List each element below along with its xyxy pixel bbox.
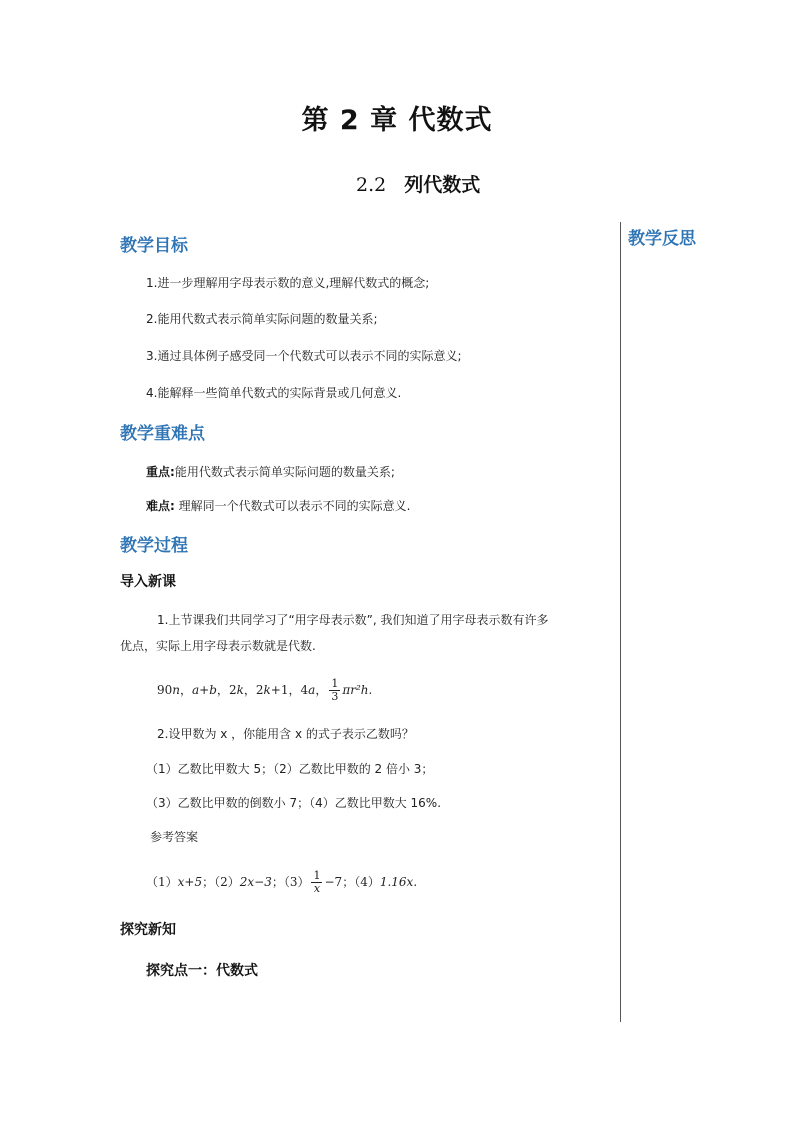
objective-item: 4.能解释一些简单代数式的实际背景或几何意义. <box>146 386 402 400</box>
answer-text: . <box>413 875 418 889</box>
answer-text: 2x−3 <box>239 875 272 889</box>
focus-line <box>146 463 395 480</box>
answer-text: （1） <box>146 875 178 889</box>
expr-text: k <box>263 683 271 697</box>
expr-text: 90 <box>157 683 173 697</box>
answer-text: 1.16x <box>379 875 414 889</box>
expr-text: ， <box>243 683 256 697</box>
difficulty-line <box>146 497 410 514</box>
chapter-title: 第 2 章 代数式 <box>301 105 493 136</box>
intro-paragraph-line2: 优点，实际上用字母表示数就是代数. <box>120 639 316 653</box>
expr-text: a+b <box>192 683 217 697</box>
expr-text: ， <box>288 683 301 697</box>
question-2-parts-2: （3）乙数比甲数的倒数小 7；（4）乙数比甲数大 16%. <box>146 796 442 810</box>
answer-label: 参考答案 <box>150 830 199 844</box>
expression-list <box>157 678 372 703</box>
expr-text: a <box>308 683 316 697</box>
expr-text: ， <box>315 683 328 697</box>
question-2-parts-1: （1）乙数比甲数大 5；（2）乙数比甲数的 2 倍小 3； <box>146 762 434 776</box>
process-heading: 教学过程 <box>120 536 188 556</box>
expr-text: 2 <box>255 683 264 697</box>
objective-item: 3.通过具体例子感受同一个代数式可以表示不同的实际意义; <box>146 349 462 363</box>
answer-text: ；（4） <box>342 875 380 889</box>
answer-line <box>146 870 417 895</box>
intro-paragraph-line1: 1.上节课我们共同学习了“用字母表示数”, 我们知道了用字母表示数有许多 <box>157 613 549 627</box>
objective-item: 1.进一步理解用字母表示数的意义,理解代数式的概念; <box>146 276 430 290</box>
section-name: 列代数式 <box>404 174 481 196</box>
expr-text: πr²h <box>342 683 369 697</box>
fraction-numerator: 1 <box>313 869 321 882</box>
expr-text: k <box>236 683 244 697</box>
objective-item: 2.能用代数式表示简单实际问题的数量关系; <box>146 312 378 326</box>
expr-text: +1 <box>270 683 289 697</box>
answer-text: ；（3） <box>271 875 310 889</box>
expr-text: . <box>368 683 373 697</box>
fraction-one-third <box>329 678 340 703</box>
difficulty-label: 难点: <box>146 499 175 513</box>
expr-text: 4 <box>300 683 309 697</box>
objectives-heading: 教学目标 <box>120 236 188 256</box>
explore-heading: 探究新知 <box>120 922 176 938</box>
question-2: 2.设甲数为 x ，你能用含 x 的式子表示乙数吗？ <box>157 727 414 741</box>
key-points-heading: 教学重难点 <box>120 424 205 444</box>
focus-label: 重点: <box>146 465 175 479</box>
reflection-heading: 教学反思 <box>628 229 696 249</box>
answer-text: ；（2） <box>202 875 240 889</box>
fraction-denominator: x <box>313 882 321 895</box>
intro-heading: 导入新课 <box>120 574 176 590</box>
fraction-numerator: 1 <box>331 677 339 690</box>
answer-text: x+5 <box>177 875 203 889</box>
answer-text: −7 <box>324 875 343 889</box>
expr-text: n <box>172 683 181 697</box>
focus-text: 能用代数式表示简单实际问题的数量关系; <box>174 465 395 479</box>
margin-divider <box>620 222 621 1022</box>
expr-text: ， <box>216 683 229 697</box>
expr-text: 2 <box>228 683 237 697</box>
fraction-one-over-x <box>311 870 322 895</box>
difficulty-text: 理解同一个代数式可以表示不同的实际意义. <box>174 499 411 513</box>
section-title <box>356 170 480 197</box>
fraction-denominator: 3 <box>331 690 339 703</box>
expr-text: ， <box>180 683 193 697</box>
explore-point-heading: 探究点一：代数式 <box>146 963 258 979</box>
section-number: 2.2 <box>356 174 387 196</box>
